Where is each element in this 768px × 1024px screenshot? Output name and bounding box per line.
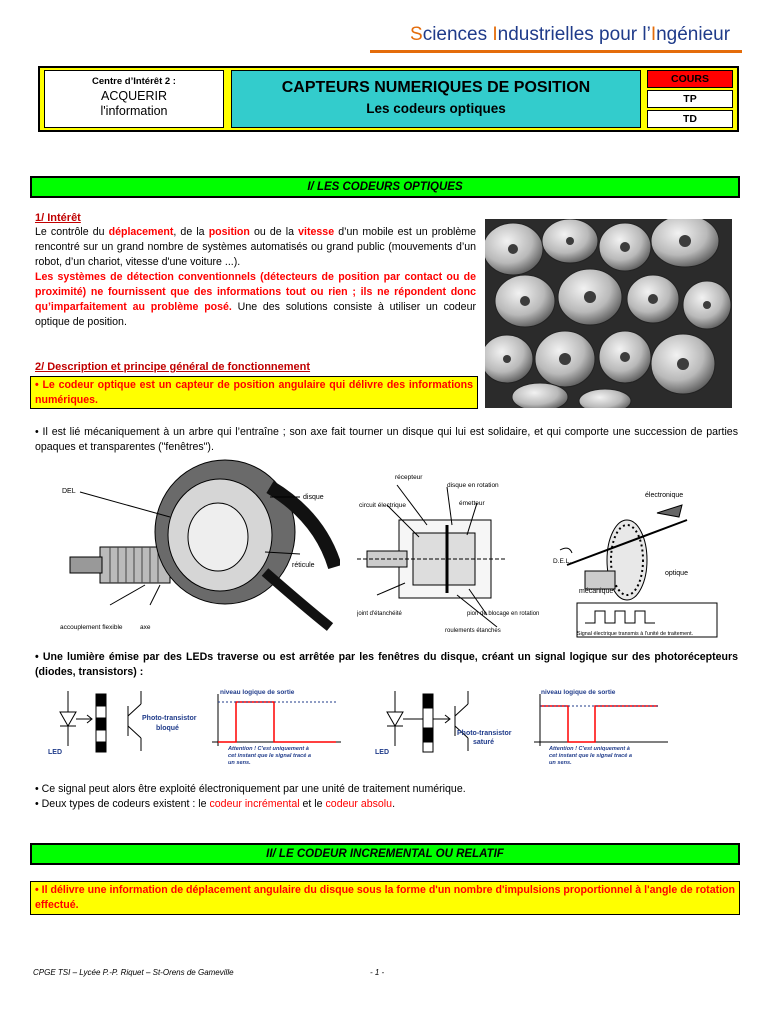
led-label: LED — [48, 749, 62, 756]
label-disque-rotation: disque en rotation — [447, 482, 499, 489]
ci-line1: ACQUERIR — [101, 89, 167, 103]
niveau-label: niveau logique de sortie — [220, 689, 295, 696]
text-run: . — [392, 798, 396, 810]
main-title: CAPTEURS NUMERIQUES DE POSITION — [281, 79, 591, 96]
label-joint: joint d'étanchéité — [357, 611, 402, 617]
niveau-label: niveau logique de sortie — [541, 689, 616, 696]
text-run: • Ce signal peut alors être exploité électroniquement par une unité de traitement numérique. — [35, 783, 466, 795]
keyword-absolu: codeur absolu — [325, 798, 393, 810]
led-label: LED — [375, 749, 389, 756]
label-emetteur: émetteur — [459, 500, 485, 507]
label-del: DEL — [62, 488, 76, 495]
brand-cap-2: I — [492, 24, 498, 45]
encoder-section-figure — [357, 465, 722, 640]
led-saturated-figure — [373, 686, 673, 778]
type-cours: COURS — [647, 70, 733, 88]
type-tp: TP — [647, 90, 733, 108]
description-heading: 2/ Description et principe général de fonctionnement — [35, 361, 311, 373]
label-roulements: roulements étanches — [445, 628, 501, 634]
brand-cap-3: I — [650, 24, 657, 45]
main-title-cell — [231, 70, 641, 128]
label-pion: pion de blocage en rotation — [467, 611, 540, 617]
ci-line2: l'information — [100, 104, 168, 118]
centre-interet-label: Centre d’Intérêt 2 : — [92, 76, 176, 87]
label-reticule: réticule — [292, 562, 315, 569]
brand-cap-1: S — [410, 24, 423, 45]
sub-title: Les codeurs optiques — [366, 101, 506, 116]
label-del-right: D.E.L. — [553, 558, 572, 565]
encoder-cutaway-figure — [60, 457, 340, 645]
axis-paragraph: • Il est lié mécaniquement à un arbre qui l’entraîne ; son axe fait tourner un disque qui lui est solidaire, et qui comporte une succession de parties opaques et transparentes ("fenêtres"). — [35, 426, 738, 453]
label-recepteur: récepteur — [395, 474, 423, 481]
footer-school: CPGE TSI – Lycée P.-P. Riquet – St-Orens de Gameville — [33, 968, 234, 977]
definition-box: • Le codeur optique est un capteur de position angulaire qui délivre des informations numériques. — [30, 376, 478, 409]
label-accouplement: accouplement flexible — [60, 624, 123, 631]
brand-rest-2: ndustrielles pour l’ — [497, 24, 651, 45]
keyword-position: position — [208, 226, 250, 238]
led-blocked-figure — [46, 686, 346, 778]
keyword-incremental: codeur incrémental — [209, 798, 300, 810]
transistor-label: Photo-transistor — [142, 715, 197, 722]
text-run: • Deux types de codeurs existent : le — [35, 798, 210, 810]
led-paragraph: • Une lumière émise par des LEDs traverse ou est arrêtée par les fenêtres du disque, créant un signal logique sur des photorécepteurs (diodes, transistors) : — [35, 651, 738, 678]
attention-note: Attention ! C'est uniquement à cet instant que le signal tracé a un sens. — [549, 746, 633, 766]
centre-interet-cell — [44, 70, 224, 128]
label-axe: axe — [140, 624, 151, 631]
label-circuit: circuit électrique — [359, 502, 406, 509]
interet-paragraph — [35, 225, 476, 330]
signal-paragraph — [35, 782, 738, 812]
attention-note: Attention ! C'est uniquement à cet instant que le signal tracé a un sens. — [228, 746, 312, 766]
text-run: ou de la — [249, 226, 299, 238]
footer-page-number: - 1 - — [370, 968, 385, 977]
transistor-label: Photo-transistor — [457, 730, 512, 737]
encoders-photo — [485, 219, 732, 408]
section-2-title: II/ LE CODEUR INCREMENTAL OU RELATIF — [30, 843, 740, 865]
text-run: d’un mobile est un problème rencontré sur un grand nombre de systèmes automatisés ou grand public (mouvements d’un robot, d’un chariot, vitesse d'une voiture ...). — [35, 226, 476, 268]
text-run: et le — [299, 798, 326, 810]
text-run: Le contrôle du — [35, 226, 109, 238]
label-electronique: électronique — [645, 492, 684, 499]
highlight-sentence: Les systèmes de détection conventionnels (détecteurs de position par contact ou de proximité) ne fournissent que des informations tout ou rien ; ils ne répondent donc qu’imparfaitement au problème posé. — [35, 271, 476, 313]
type-td: TD — [647, 110, 733, 128]
brand-rest-1: ciences — [422, 24, 493, 45]
keyword-vitesse: vitesse — [298, 226, 335, 238]
transistor-state: saturé — [473, 739, 495, 746]
interet-heading: 1/ Intérêt — [35, 212, 81, 224]
text-run: Une des solutions consiste à utiliser un codeur optique de position. — [35, 301, 476, 328]
text-run: , de la — [173, 226, 209, 238]
header-rule — [370, 50, 742, 53]
incremental-definition-box: • Il délivre une information de déplacement angulaire du disque sous la forme d'un nombre d'impulsions proportionnel à l'angle de rotation effectué. — [30, 881, 740, 915]
label-disque: disque — [303, 494, 324, 501]
transistor-state: bloqué — [156, 725, 179, 732]
label-signal: Signal électrique transmis à l'unité de traitement. — [577, 631, 694, 637]
brand-rest-3: ngénieur — [656, 24, 731, 45]
label-mecanique: mécanique — [579, 588, 614, 595]
section-1-title: I/ LES CODEURS OPTIQUES — [30, 176, 740, 198]
header-brand — [410, 24, 730, 46]
label-optique: optique — [665, 570, 688, 577]
keyword-deplacement: déplacement — [108, 226, 174, 238]
